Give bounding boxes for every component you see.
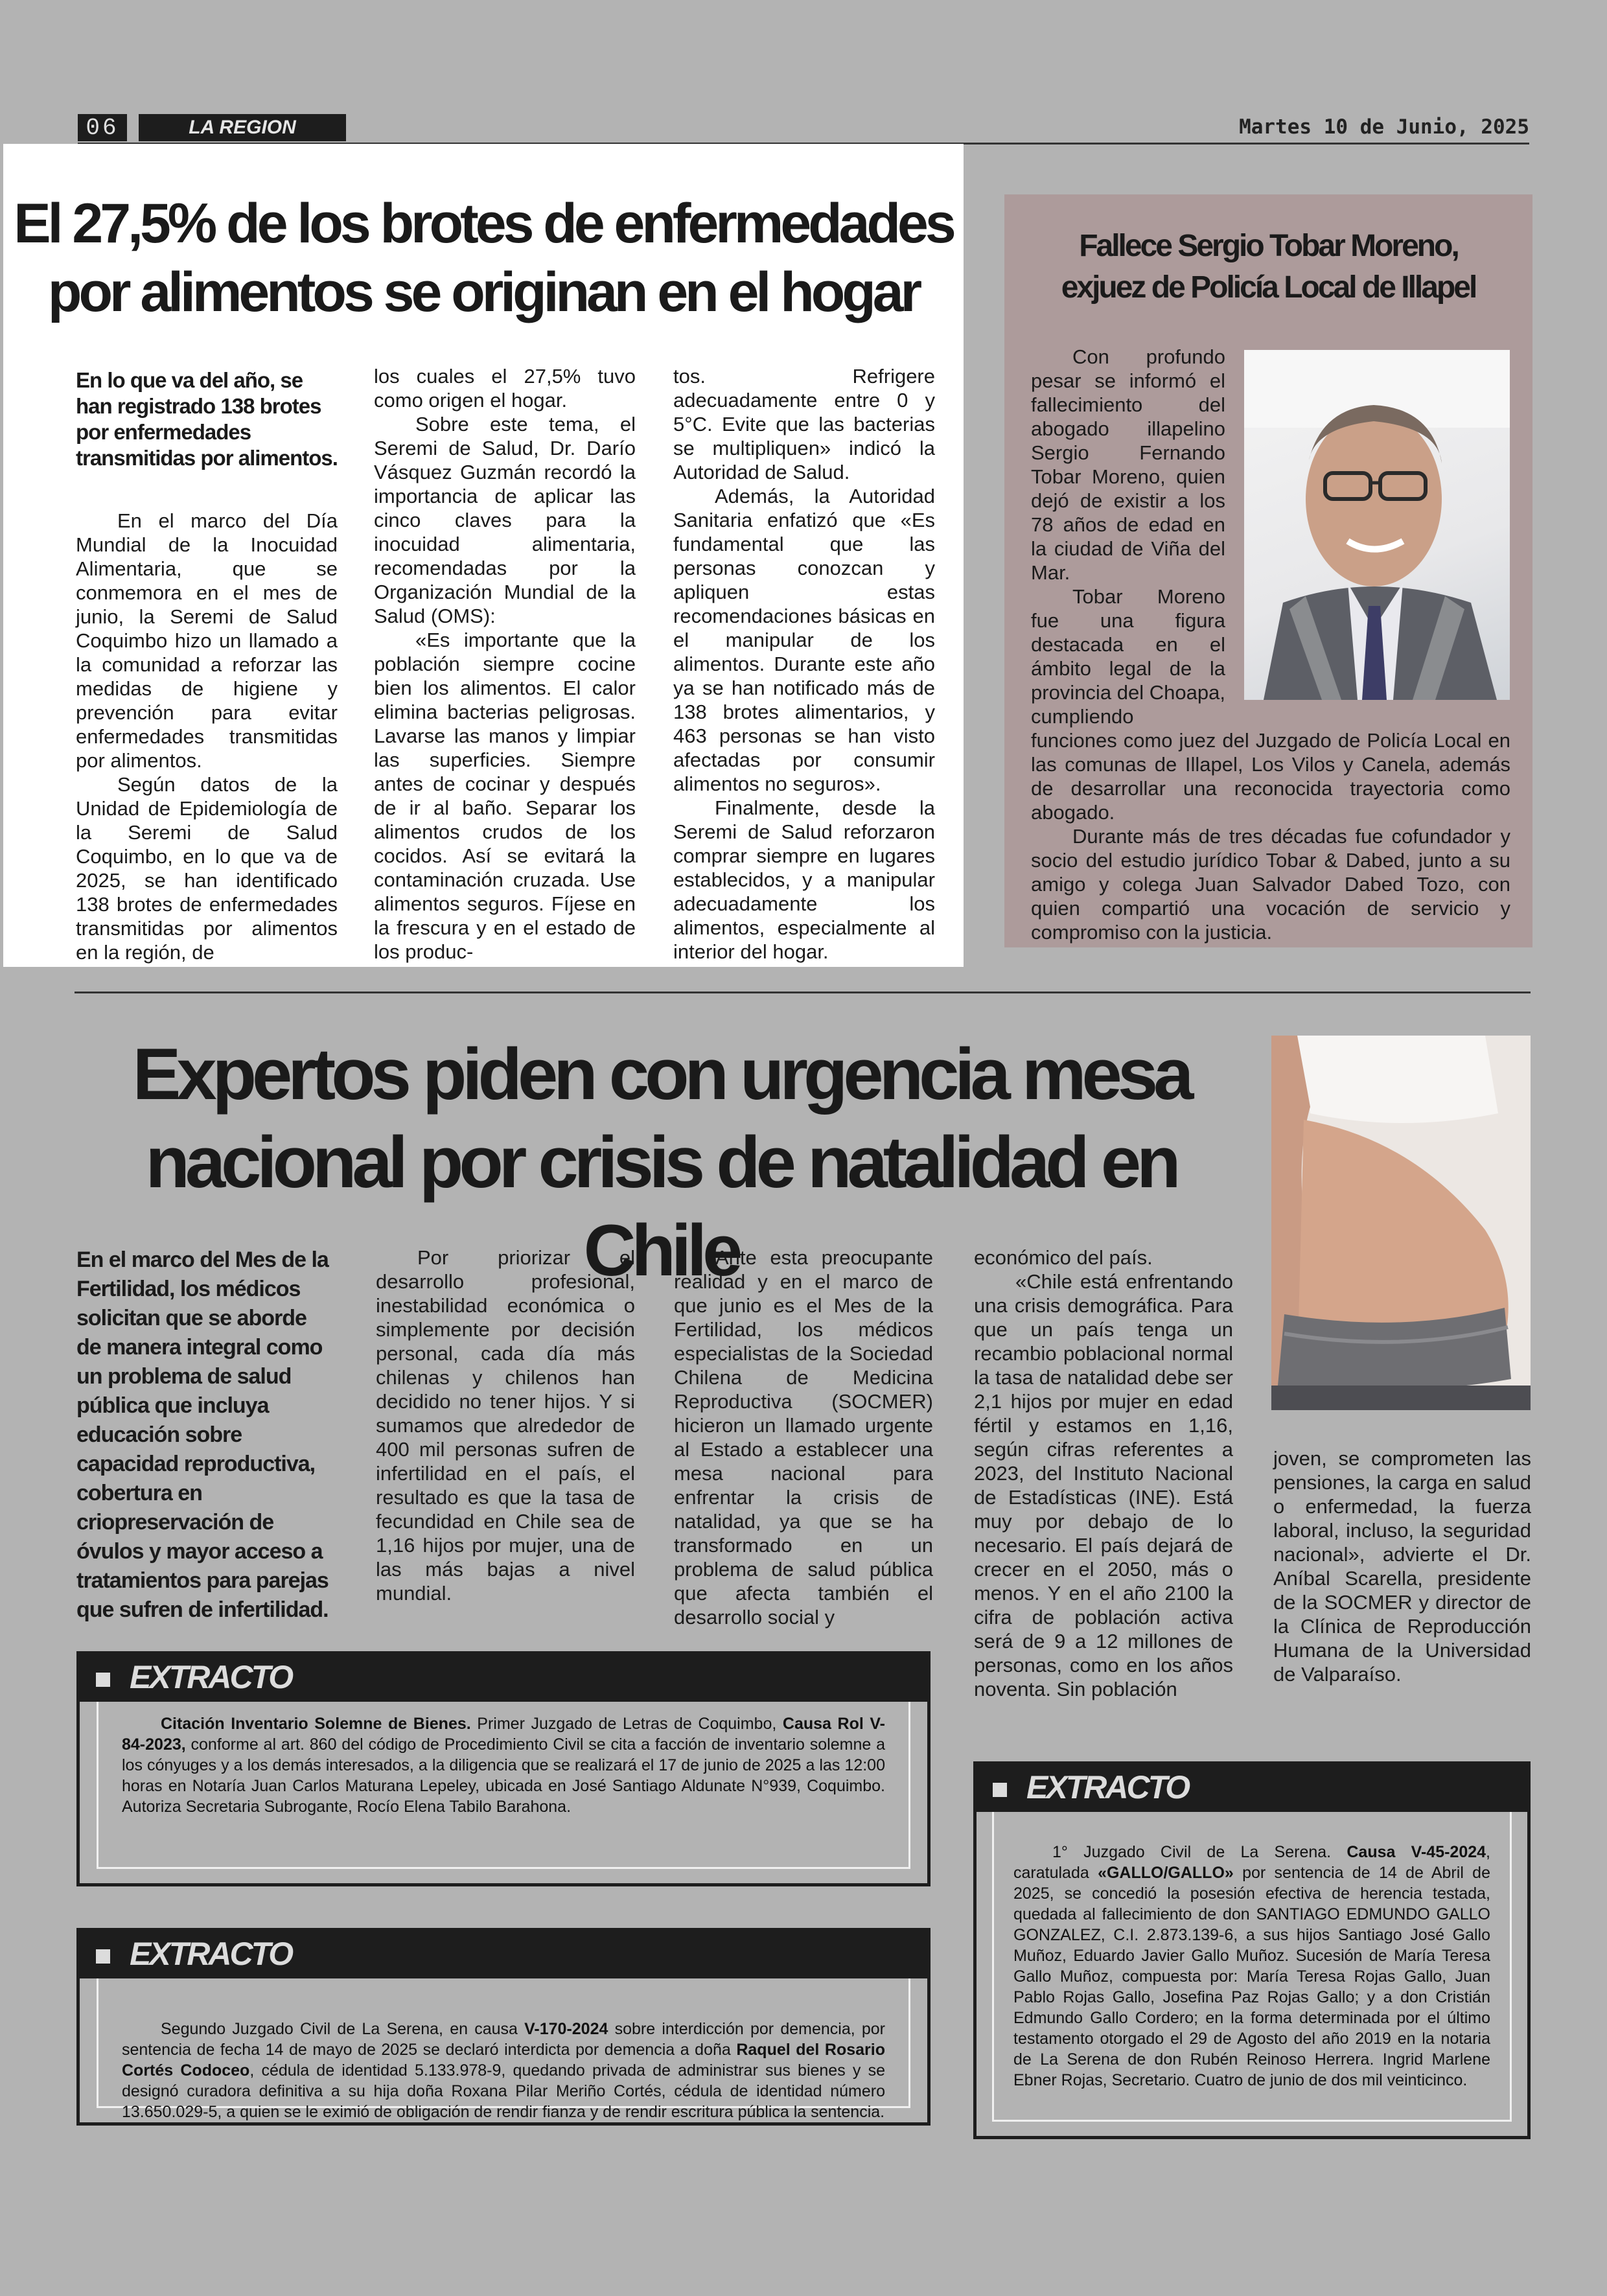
extracto3-label: EXTRACTO	[1026, 1769, 1189, 1805]
extracto2-text	[122, 2019, 885, 2122]
extracto1-box	[76, 1702, 931, 1886]
article1-col2-paragraph: Sobre este tema, el Seremi de Salud, Dr. Darío Vásquez Guzmán recordó la importancia de aplicar las cinco claves para la inocuidad alimentaria, recomendadas por la Organización Mundial de la Salud (OMS):	[374, 413, 636, 627]
extracto2-span: , cédula de identidad 5.133.978-9, quedando privada de administrar sus bienes y se designó curadora definitiva a su hija doña Roxana Pilar Meriño Cortés, cédula de identidad número 13.650.029-5, a quien se le eximió de obligación de rendir fianza y de rendir escritura pública la sentencia.	[122, 2061, 885, 2121]
article1-col1-paragraph: Según datos de la Unidad de Epidemiología de la Seremi de Salud Coquimbo, en lo que va de 2025, se han identificado 138 brotes de enfermedades transmitidas por alimentos en la región, de	[76, 773, 338, 964]
article3-headline-line2: nacional por crisis de natalidad en Chile	[145, 1122, 1177, 1291]
article1-col2	[374, 364, 636, 964]
article1-lead: En lo que va del año, se han registrado 138 brotes por enfermedades transmitidas por alimentos.	[76, 368, 338, 470]
article-obituary	[1004, 194, 1532, 947]
article1-col2-paragraph: «Es importante que la población siempre cocine bien los alimentos. El calor elimina bacterias peligrosas. Lavarse las manos y limpiar las superficies. Siempre antes de cocinar y después de ir al baño. Separar los alimentos crudos de los cocidos. Así se evitará la contaminación cruzada. Use alimentos seguros. Fíjese en la frescura y en el estado de los produc-	[374, 629, 636, 963]
extracto3-span: 1° Juzgado Civil de La Serena.	[1052, 1843, 1347, 1861]
article1-col3-paragraph: tos. Refrigere adecuadamente entre 0 y 5°C. Evite que las bacterias se multipliquen» indicó la Autoridad de Salud.	[673, 365, 935, 483]
extracto1-label: EXTRACTO	[130, 1659, 292, 1695]
article3-col2-paragraph: Por priorizar el desarrollo profesional, inestabilidad económica o simplemente por decisión personal, cada día más chilenas y chilenos han decidido no tener hijos. Y si sumamos que alrededor de 400 mil personas sufren de infertilidad en el país, el resultado es que la tasa de fecundidad en Chile sea de 1,16 hijos por mujer, una de las más bajas a nivel mundial.	[376, 1246, 635, 1605]
extracto1-span: Primer Juzgado de Letras de Coquimbo,	[470, 1715, 783, 1733]
article3-lead: En el marco del Mes de la Fertilidad, los médicos solicitan que se aborde de manera integral como un problema de salud pública que incluya educación sobre capacidad reproductiva, cobertura en criopreservación de óvulos y mayor acceso a tratamientos para parejas que sufren de infertilidad.	[76, 1247, 329, 1622]
extracto1-text	[122, 1713, 885, 1817]
article2-headline-line1: Fallece Sergio Tobar Moreno,	[1079, 229, 1458, 263]
article1-col1	[76, 367, 338, 964]
article1-col3-paragraph: Finalmente, desde la Seremi de Salud reforzaron comprar siempre en lugares establecidos, y a manipular adecuadamente los alimentos, especialmente al interior del hogar.	[673, 796, 935, 963]
article3-col4-paragraph: económico del país.	[974, 1246, 1153, 1269]
article3-col3-paragraph: Ante esta preocupante realidad y en el marco de que junio es el Mes de la Fertilidad, los médicos especialistas de la Sociedad Chilena de Medicina Reproductiva (SOCMER) hicieron un llamado urgente al Estado a establecer una mesa nacional para enfrentar la crisis de natalidad, ya que se ha transformado en un problema de salud pública que afecta también el desarrollo social y	[674, 1246, 933, 1629]
extracto3-header	[973, 1761, 1531, 1812]
extracto1-bold: Citación Inventario Solemne de Bienes.	[161, 1715, 471, 1733]
article-food-outbreaks	[3, 144, 964, 967]
pregnancy-photo	[1271, 1036, 1531, 1410]
extracto2-span: Segundo Juzgado Civil de La Serena, en causa	[161, 2020, 525, 2038]
extracto3-bold: Causa V-45-2024	[1347, 1843, 1486, 1861]
article2-headline	[1004, 226, 1532, 308]
article1-col3-paragraph: Además, la Autoridad Sanitaria enfatizó que «Es fundamental que las personas conozcan y apliquen estas recomendaciones básicas en el manipular de los alimentos. Durante este año ya se han notificado más de 138 brotes alimentarios, y 463 personas se han visto afectadas por consumir alimentos no seguros».	[673, 485, 935, 795]
article1-col2-paragraph: los cuales el 27,5% tuvo como origen el hogar.	[374, 365, 636, 412]
square-bullet-icon	[96, 1949, 110, 1964]
article3-col2	[376, 1246, 635, 1605]
extracto2-bold: Raquel del Rosario Cortés Codoceo	[122, 2041, 885, 2080]
article2-body	[1031, 345, 1510, 944]
article2-headline-line2: exjuez de Policía Local de Illapel	[1061, 270, 1476, 305]
extracto1-span: conforme al art. 860 del código de Procedimiento Civil se cita a facción de inventario solemne a los cónyuges y a los demás interesados, a la diligencia que se realizará el 17 de junio de 2025 a las 12:00 horas en Notaría Juan Carlos Maturana Lepeley, ubicada en José Santiago Aldunate N°939, Coquimbo. Autoriza Secretaria Subrogante, Rocío Elena Tabilo Barahona.	[122, 1735, 885, 1816]
square-bullet-icon	[96, 1673, 110, 1687]
extracto1-header	[76, 1651, 931, 1702]
page-number-text: 06	[86, 115, 119, 141]
article1-headline-line1: El 27,5% de los brotes de enfermedades	[14, 192, 953, 255]
square-bullet-icon	[993, 1783, 1007, 1797]
pregnancy-illustration	[1271, 1036, 1531, 1410]
extracto2-label: EXTRACTO	[130, 1936, 292, 1972]
article1-headline-line2: por alimentos se originan en el hogar	[47, 261, 919, 323]
extracto2-header	[76, 1928, 931, 1978]
article2-paragraph: Durante más de tres décadas fue cofundador y socio del estudio jurídico Tobar & Dabed, junto a su amigo y colega Juan Salvador Dabed Tozo, con quien compartió una vocación de servicio y compromiso con la justicia.	[1031, 825, 1510, 944]
page-header	[78, 114, 1529, 143]
article1-headline	[3, 189, 964, 327]
extracto1-bold: Causa Rol V-84-2023,	[122, 1715, 885, 1754]
extracto3-span: , caratulada	[1013, 1843, 1490, 1882]
extracto3-span: por sentencia de 14 de Abril de 2025, se concedió la posesión efectiva de herencia testada, quedada al fallecimiento de don SANTIAGO EDMUNDO GALLO GONZALEZ, C.I. 2.873.139-6, a sus hijos Santiago José Gallo Muñoz, Eduardo Javier Gallo Muñoz. Sucesión de María Teresa Gallo Muñoz, compuesta por: María Teresa Rojas Gallo, Juan Pablo Rojas Gallo, Josefina Paz Rojas Gallo; y a don Cristián Edmundo Gallo Cordero; en la forma determinada por el último testamento otorgado el 29 de Agosto del año 2019 en la notaria de La Serena de don Rubén Reinoso Herrera. Ingrid Marlene Ebner Rojas, Secretario. Cuatro de junio de dos mil veinticinco.	[1013, 1864, 1490, 2089]
article1-col3	[673, 364, 935, 964]
extracto3-body	[992, 1812, 1512, 2122]
article3-col4-paragraph: «Chile está enfrentando una crisis demográfica. Para que un país tenga un recambio poblacional normal la tasa de natalidad debe ser 2,1 hijos por mujer en edad fértil y estamos en 1,16, según cifras referentes a 2023, del Instituto Nacional de Estadísticas (INE). Está muy por debajo de lo necesario. El país dejará de crecer en el 2050, más o menos. Y en el año 2100 la cifra de población activa será de 9 a 12 millones de personas, como en los años noventa. Sin población	[974, 1270, 1233, 1700]
article3-col5	[1273, 1446, 1531, 1686]
article3-col5-paragraph: joven, se comprometen las pensiones, la carga en salud o enfermedad, la fuerza laboral, incluso, la seguridad nacional», advierte el Dr. Aníbal Scarella, presidente de la SOCMER y director de la Clínica de Reproducción Humana de la Universidad de Valparaíso.	[1273, 1447, 1531, 1686]
article3-headline-line1: Expertos piden con urgencia mesa	[132, 1034, 1190, 1115]
extracto1-body	[97, 1702, 910, 1869]
extracto2-body	[97, 1978, 910, 2121]
extracto2-box	[76, 1978, 931, 2126]
article2-paragraph: Con profundo pesar se informó el fallecimiento del abogado illapelino Sergio Fernando Tobar Moreno, quien dejó de existir a los 78 años de edad en la ciudad de Viña del Mar.	[1031, 345, 1225, 584]
article1-col1-paragraph: En el marco del Día Mundial de la Inocuidad Alimentaria, que se conmemora en el mes de junio, la Seremi de Salud Coquimbo hizo un llamado a la comunidad a reforzar las medidas de higiene y prevención para evitar enfermedades transmitidas por alimentos.	[76, 509, 338, 772]
page-number	[78, 114, 127, 141]
extracto3-bold: «GALLO/GALLO»	[1098, 1864, 1234, 1882]
article2-paragraph: funciones como juez del Juzgado de Policía Local en las comunas de Illapel, Los Vilos y Canela, además de desarrollar una reconocida trayectoria como abogado.	[1031, 729, 1510, 824]
section-rule	[75, 991, 1531, 993]
extracto3-text	[1013, 1842, 1490, 2091]
article3-col1	[76, 1246, 336, 1625]
publication-logo	[139, 114, 346, 141]
issue-date: Martes 10 de Junio, 2025	[1239, 115, 1529, 139]
article2-intro-wrap	[1031, 345, 1225, 728]
extracto3-box	[973, 1812, 1531, 2139]
extracto2-span: sobre interdicción por demencia, por sentencia de fecha 14 de mayo de 2025 se declaró interdicta por demencia a doña	[122, 2020, 885, 2059]
extracto2-bold: V-170-2024	[524, 2020, 608, 2038]
article3-col3	[674, 1246, 933, 1629]
article3-col4	[974, 1246, 1233, 1701]
article2-paragraph: Tobar Moreno fue una figura destacada en el ámbito legal de la provincia del Choapa, cumpliendo	[1031, 585, 1225, 728]
publication-name: LA REGION	[189, 117, 296, 138]
